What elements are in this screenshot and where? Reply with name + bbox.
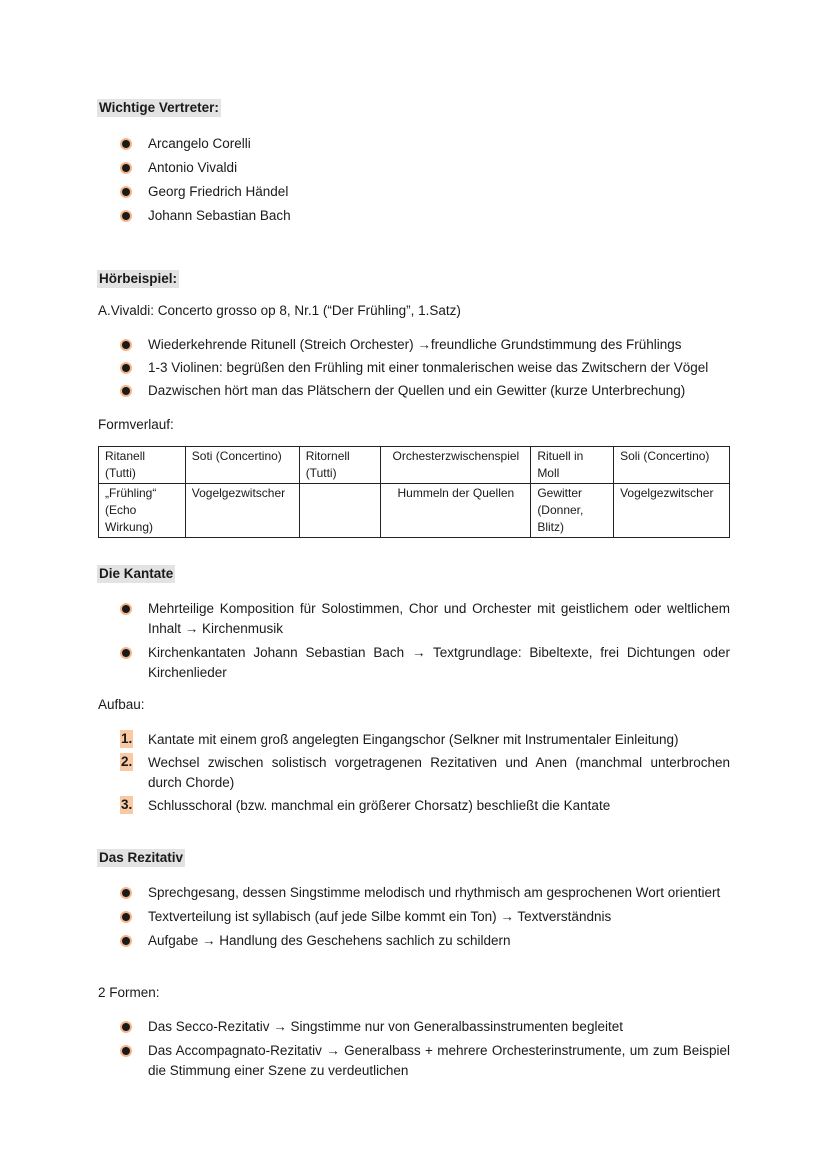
bullet-icon xyxy=(122,140,130,148)
list-item: 3. Schlusschoral (bzw. manchmal ein größerer Chorsatz) beschließt die Kantate xyxy=(121,797,611,813)
bullet-icon xyxy=(122,605,130,613)
table-cell: Rituell in Moll xyxy=(531,447,614,484)
list-item: Textverteilung ist syllabisch (auf jede Silbe kommt ein Ton) → Textverständnis xyxy=(118,907,730,927)
bullet-icon xyxy=(122,889,130,897)
list-formen xyxy=(118,1017,730,1081)
aufbau-label: Aufbau: xyxy=(98,697,145,712)
list-item: Johann Sebastian Bach xyxy=(118,206,730,226)
table-cell: Orchesterzwischenspiel xyxy=(381,447,531,484)
list-item: Das Accompagnato-Rezitativ → Generalbass + mehrere Orchesterinstrumente, um zum Beispiel die Stimmung einer Szene zu verdeutlichen xyxy=(118,1041,730,1081)
list-item: 2. Wechsel zwischen solistisch vorgetragenen Rezitativen und Anen (manchmal unterbrochen durch Chorde) xyxy=(121,754,730,790)
bullet-icon xyxy=(122,188,130,196)
table-cell: Vogelgezwitscher xyxy=(614,484,730,538)
bullet-icon xyxy=(122,1047,130,1055)
bullet-icon xyxy=(122,341,130,349)
bullet-icon xyxy=(122,212,130,220)
bullet-icon xyxy=(122,164,130,172)
formverlauf-table xyxy=(98,446,730,538)
formen-label: 2 Formen: xyxy=(98,985,160,1000)
hoerbeispiel-title: A.Vivaldi: Concerto grosso op 8, Nr.1 (“Der Frühling”, 1.Satz) xyxy=(98,303,461,318)
table-cell: Hummeln der Quellen xyxy=(381,484,531,538)
list-aufbau xyxy=(118,730,730,816)
list-item: Kirchenkantaten Johann Sebastian Bach → Textgrundlage: Bibeltexte, frei Dichtungen oder Kirchenlieder xyxy=(118,643,730,683)
list-item: Arcangelo Corelli xyxy=(118,134,730,154)
table-cell: Ritanell (Tutti) xyxy=(99,447,186,484)
list-item: Sprechgesang, dessen Singstimme melodisch und rhythmisch am gesprochenen Wort orientiert xyxy=(118,883,730,903)
table-cell: Soti (Concertino) xyxy=(185,447,299,484)
heading-vertreter: Wichtige Vertreter: xyxy=(99,100,219,115)
list-vertreter xyxy=(118,134,730,226)
bullet-icon xyxy=(122,1023,130,1031)
list-item: Aufgabe → Handlung des Geschehens sachlich zu schildern xyxy=(118,931,730,951)
heading-kantate: Die Kantate xyxy=(99,566,174,581)
list-item: Mehrteilige Komposition für Solostimmen, Chor und Orchester mit geistlichem oder weltlichem Inhalt → Kirchenmusik xyxy=(118,599,730,639)
bullet-icon xyxy=(122,364,130,372)
list-kantate xyxy=(118,599,730,683)
list-item: Dazwischen hört man das Plätschern der Quellen und ein Gewitter (kurze Unterbrechung) xyxy=(118,381,730,401)
list-hoerbeispiel xyxy=(118,335,730,401)
table-cell: Gewitter (Donner, Blitz) xyxy=(531,484,614,538)
bullet-icon xyxy=(122,649,130,657)
list-item: 1. Kantate mit einem groß angelegten Eingangschor (Selkner mit Instrumentaler Einleitung) xyxy=(121,731,679,747)
bullet-icon xyxy=(122,387,130,395)
bullet-icon xyxy=(122,913,130,921)
list-item: Wiederkehrende Ritunell (Streich Orchester) →freundliche Grundstimmung des Frühlings xyxy=(118,335,730,355)
bullet-icon xyxy=(122,937,130,945)
heading-hoerbeispiel: Hörbeispiel: xyxy=(99,271,178,286)
table-row xyxy=(99,447,730,484)
table-cell: Ritornell (Tutti) xyxy=(299,447,381,484)
list-item: 1-3 Violinen: begrüßen den Frühling mit einer tonmalerischen weise das Zwitschern der Vögel xyxy=(118,358,730,378)
list-rezitativ xyxy=(118,883,730,951)
list-item: Antonio Vivaldi xyxy=(118,158,730,178)
table-cell: Soli (Concertino) xyxy=(614,447,730,484)
list-item: Georg Friedrich Händel xyxy=(118,182,730,202)
table-cell: „Frühling“ (Echo Wirkung) xyxy=(99,484,186,538)
heading-rezitativ: Das Rezitativ xyxy=(99,850,184,865)
table-cell: Vogelgezwitscher xyxy=(185,484,299,538)
table-row xyxy=(99,484,730,538)
list-item: Das Secco-Rezitativ → Singstimme nur von Generalbassinstrumenten begleitet xyxy=(118,1017,730,1037)
table-cell xyxy=(299,484,381,538)
formverlauf-label: Formverlauf: xyxy=(98,417,174,432)
